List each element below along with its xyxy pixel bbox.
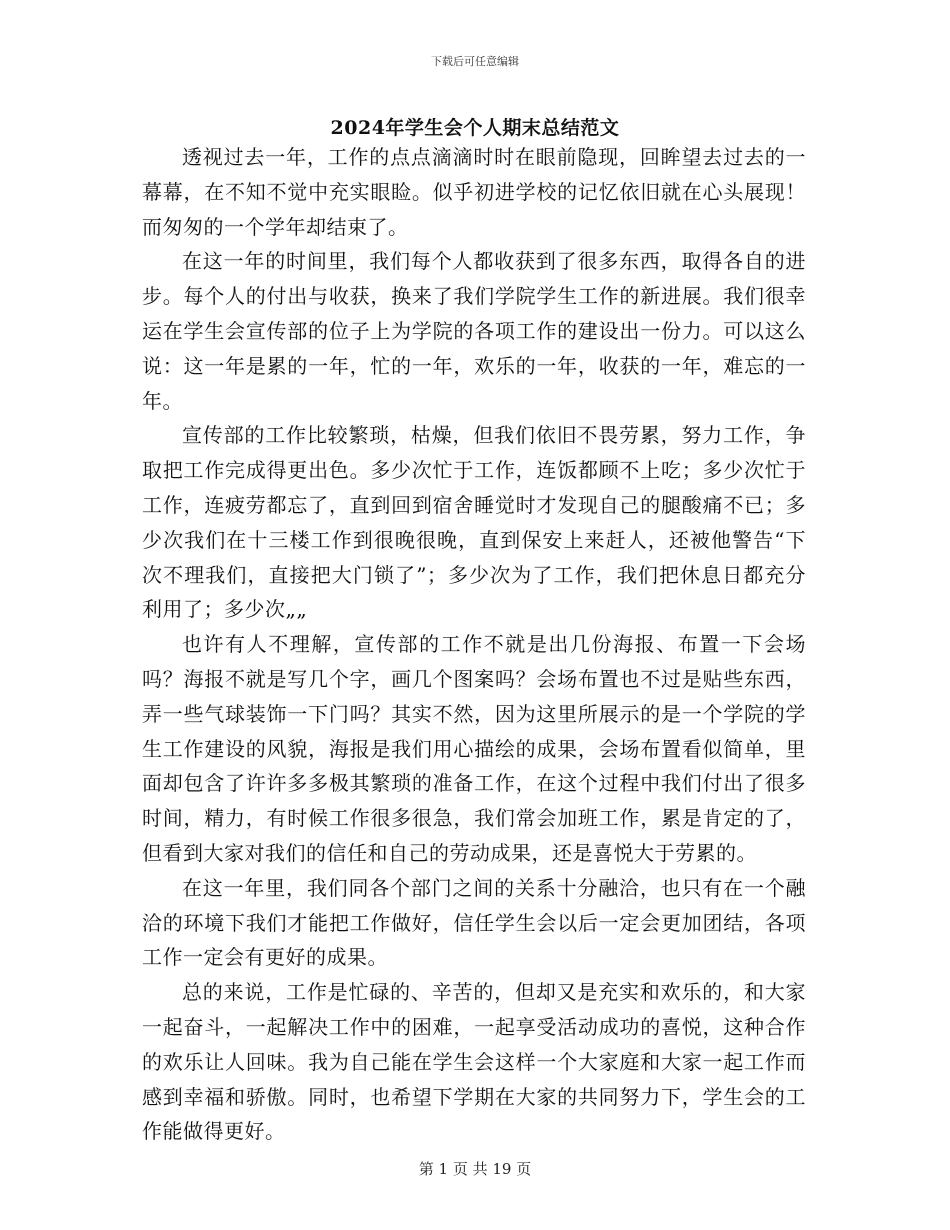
- paragraph-3: 宣传部的工作比较繁琐，枯燥，但我们依旧不畏劳累，努力工作，争取把工作完成得更出色。多少次忙于工作，连饭都顾不上吃；多少次忙于工作，连疲劳都忘了，直到回到宿舍睡觉时才发现自己的腿酸痛不已；多少次我们在十三楼工作到很晚很晚，直到保安上来赶人，还被他警告“下次不理我们，直接把大门锁了”；多少次为了工作，我们把休息日都充分利用了；多少次„„: [142, 423, 806, 622]
- paragraph-1: 透视过去一年，工作的点点滴滴时时在眼前隐现，回眸望去过去的一幕幕，在不知不觉中充实眼睑。似乎初进学校的记忆依旧就在心头展现！而匆匆的一个学年却结束了。: [142, 145, 806, 239]
- paragraph-4: 也许有人不理解，宣传部的工作不就是出几份海报、布置一下会场吗？海报不就是写几个字，画几个图案吗？会场布置也不过是贴些东西，弄一些气球装饰一下门吗？其实不然，因为这里所展示的是一个学院的学生工作建设的风貌，海报是我们用心描绘的成果，会场布置看似简单，里面却包含了许许多多极其繁琐的准备工作，在这个过程中我们付出了很多时间，精力，有时候工作很多很急，我们常会加班工作，累是肯定的了，但看到大家对我们的信任和自己的劳动成果，还是喜悦大于劳累的。: [142, 632, 806, 865]
- paragraph-6: 总的来说，工作是忙碌的、辛苦的，但却又是充实和欢乐的，和大家一起奋斗，一起解决工作中的困难，一起享受活动成功的喜悦，这种合作的欢乐让人回味。我为自己能在学生会这样一个大家庭和大家一起工作而感到幸福和骄傲。同时，也希望下学期在大家的共同努力下，学生会的工作能做得更好。: [142, 980, 806, 1144]
- paragraph-5: 在这一年里，我们同各个部门之间的关系十分融洽，也只有在一个融洽的环境下我们才能把工作做好，信任学生会以后一定会更加团结，各项工作一定会有更好的成果。: [142, 875, 806, 970]
- header-note: 下载后可任意编辑: [431, 55, 519, 68]
- page-number: 第 1 页 共 19 页: [418, 1160, 532, 1178]
- document-title: 2024年学生会个人期末总结范文: [330, 117, 620, 139]
- document-body: [142, 140, 806, 1149]
- paragraph-2: 在这一年的时间里，我们每个人都收获到了很多东西，取得各自的进步。每个人的付出与收获，换来了我们学院学生工作的新进展。我们很幸运在学生会宣传部的位子上为学院的各项工作的建设出一份力。可以这么说：这一年是累的一年，忙的一年，欢乐的一年，收获的一年，难忘的一年。: [142, 249, 806, 413]
